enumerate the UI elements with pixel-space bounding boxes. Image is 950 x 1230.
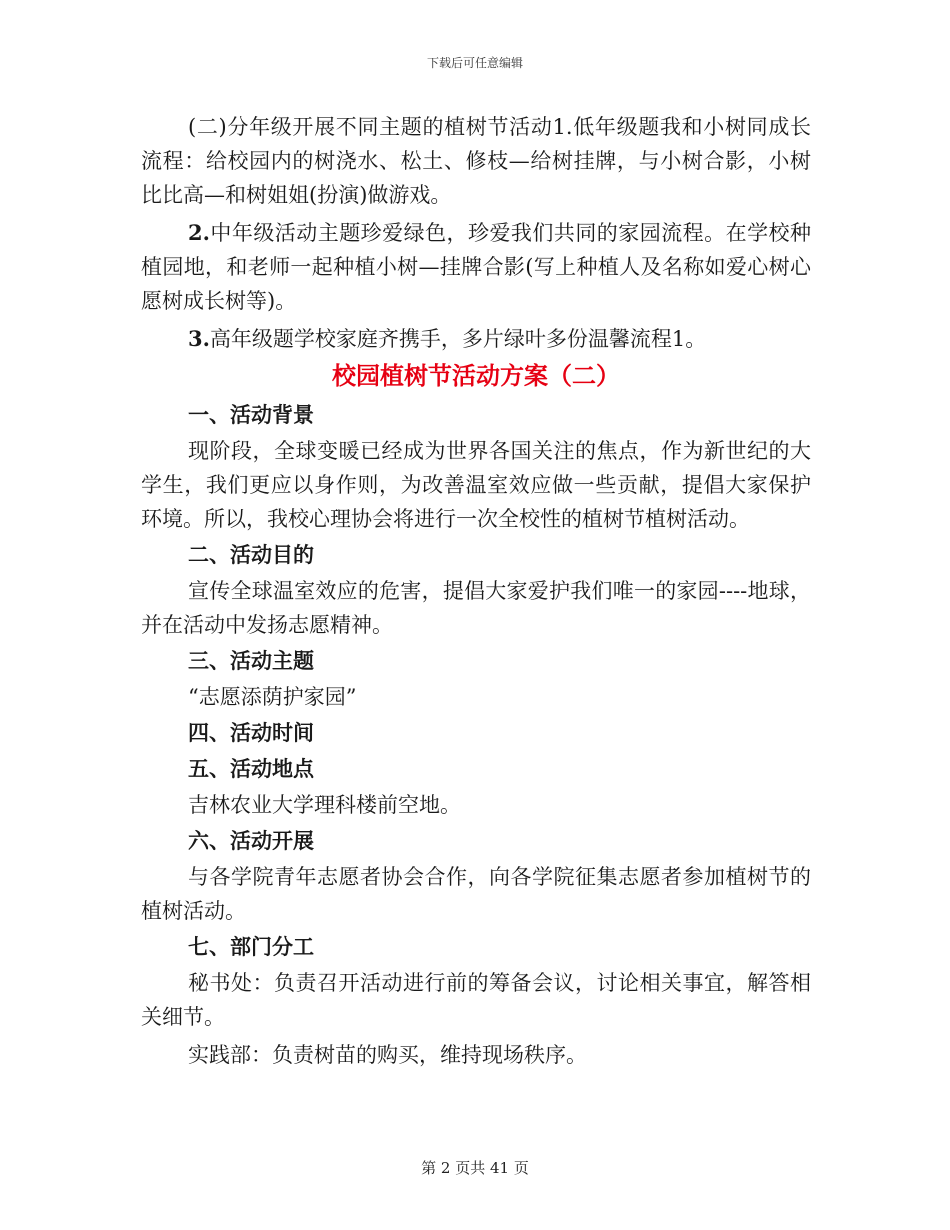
intro-paragraph-3-number: 3. bbox=[188, 326, 210, 351]
section-heading-execution: 六、活动开展 bbox=[188, 828, 314, 853]
section-body-background: 现阶段，全球变暖已经成为世界各国关注的焦点，作为新世纪的大学生，我们更应以身作则，为改善温室效应做一些贡献，提倡大家保护环境。所以，我校心理协会将进行一次全校性的植树节植树活动。 bbox=[141, 439, 811, 531]
intro-paragraph-3 bbox=[141, 322, 811, 356]
section-body-practice-dept: 实践部：负责树苗的购买，维持现场秩序。 bbox=[188, 1043, 587, 1067]
section-heading-background: 一、活动背景 bbox=[188, 402, 314, 427]
document-body bbox=[141, 110, 811, 1072]
section-heading-division: 七、部门分工 bbox=[188, 934, 314, 959]
intro-paragraph-2-number: 2. bbox=[188, 220, 210, 245]
section-heading-purpose: 二、活动目的 bbox=[188, 542, 314, 567]
section-body-purpose: 宣传全球温室效应的危害，提倡大家爱护我们唯一的家园----地球，并在活动中发扬志愿精神。 bbox=[141, 579, 811, 637]
section-body-execution: 与各学院青年志愿者协会合作，向各学院征集志愿者参加植树节的植树活动。 bbox=[141, 865, 811, 923]
intro-paragraph-3-text: 高年级题学校家庭齐携手，多片绿叶多份温馨流程1。 bbox=[209, 327, 707, 351]
section-heading-theme: 三、活动主题 bbox=[188, 648, 314, 673]
intro-paragraph-2 bbox=[141, 216, 811, 318]
section-body-theme: “志愿添荫护家园” bbox=[188, 685, 357, 709]
intro-paragraph-1: (二)分年级开展不同主题的植树节活动1.低年级题我和小树同成长流程：给校园内的树浇水、松土、修枝—给树挂牌，与小树合影，小树比比高—和树姐姐(扮演)做游戏。 bbox=[141, 115, 811, 207]
intro-paragraph-2-text: 中年级活动主题珍爱绿色，珍爱我们共同的家园流程。在学校种植园地，和老师一起种植小树—挂牌合影(写上种植人及名称如爱心树心愿树成长树等)。 bbox=[141, 221, 811, 313]
section-heading-time: 四、活动时间 bbox=[188, 720, 314, 745]
section-body-secretariat: 秘书处：负责召开活动进行前的筹备会议，讨论相关事宜，解答相关细节。 bbox=[141, 971, 811, 1029]
section-body-location: 吉林农业大学理科楼前空地。 bbox=[188, 793, 461, 817]
section-heading-location: 五、活动地点 bbox=[188, 756, 314, 781]
page-footer: 第 2 页共 41 页 bbox=[421, 1159, 529, 1177]
page-header: 下载后可任意编辑 bbox=[426, 56, 523, 70]
document-title: 校园植树节活动方案（二） bbox=[332, 361, 620, 390]
